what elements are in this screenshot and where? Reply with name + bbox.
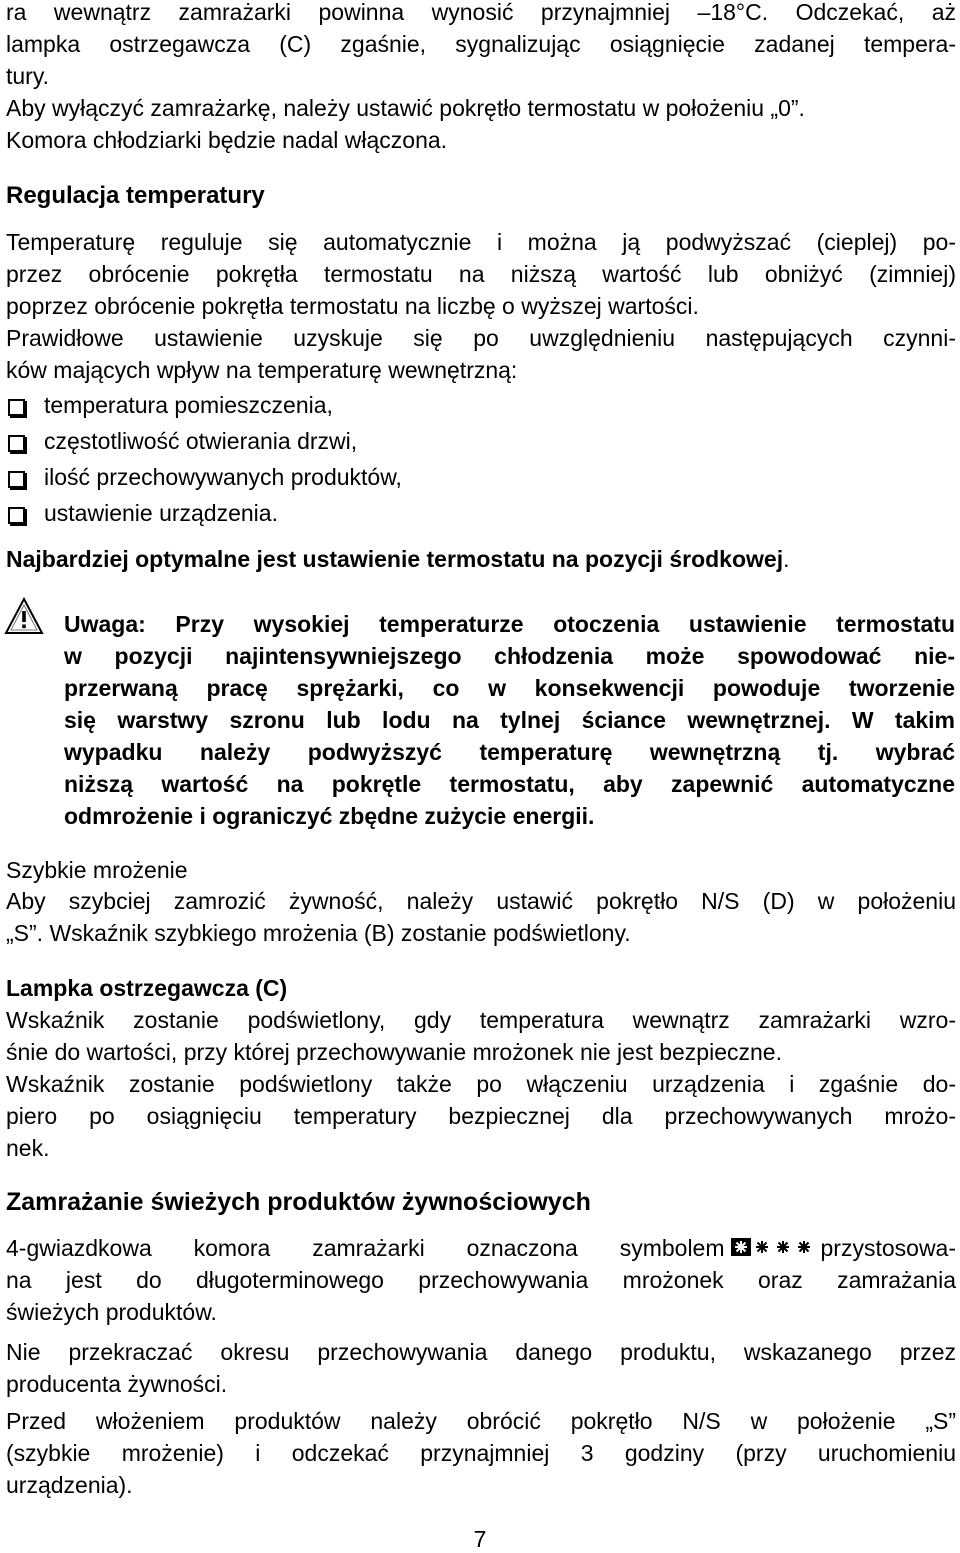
paragraph-line: (szybkie mrożenie) i odczekać przynajmniej 3 godziny (przy uruchomieniu [6,1440,956,1466]
checkbox-bullet-icon [8,507,25,524]
list-item: ustawienie urządzenia. [44,500,278,526]
optimal-note-dot: . [783,546,790,572]
paragraph-line: Wskaźnik zostanie podświetlony także po włączeniu urządzenia i zgaśnie do- [6,1071,956,1097]
intro-line: lampka ostrzegawcza (C) zgaśnie, sygnalizując osiągnięcie zadanej tempera- [6,31,956,57]
page-number: 7 [473,1526,487,1552]
paragraph-line: poprzez obrócenie pokrętła termostatu na liczbę o wyższej wartości. [6,293,699,319]
paragraph-line: piero po osiągnięciu temperatury bezpiecznej dla przechowywanych mrożo- [6,1103,956,1129]
paragraph-line: świeżych produktów. [6,1299,217,1325]
four-star-freezer-icon [731,1237,815,1257]
intro-line: ra wewnątrz zamrażarki powinna wynosić przynajmniej –18°C. Odczekać, aż [6,0,956,25]
paragraph-line: Prawidłowe ustawienie uzyskuje się po uwzględnieniu następujących czynni- [6,325,956,351]
section-heading-zamrazanie: Zamrażanie świeżych produktów żywnościowych [6,1188,591,1216]
paragraph-line: Przed włożeniem produktów należy obrócić pokrętło N/S w położenie „S” [6,1408,956,1434]
paragraph-line: ków mających wpływ na temperaturę wewnętrzną: [6,357,518,383]
list-item: częstotliwość otwierania drzwi, [44,428,358,454]
paragraph-line: nek. [6,1135,50,1161]
paragraph-line: na jest do długoterminowego przechowywania mrożonek oraz zamrażania [6,1267,956,1293]
paragraph-line: przez obrócenie pokrętła termostatu na niższą wartość lub obniżyć (zimniej) [6,261,956,287]
intro-line: Komora chłodziarki będzie nadal włączona. [6,127,448,153]
intro-line: tury. [6,63,50,89]
checkbox-bullet-icon [8,435,25,452]
list-item: temperatura pomieszczenia, [44,392,333,418]
paragraph-text: przystosowa- [820,1235,956,1261]
section-heading-regulacja: Regulacja temperatury [6,182,265,209]
paragraph-line: Aby szybciej zamrozić żywność, należy ustawić pokrętło N/S (D) w położeniu [6,888,956,914]
intro-line: Aby wyłączyć zamrażarkę, należy ustawić pokrętło termostatu w położeniu „0”. [6,95,805,121]
checkbox-bullet-icon [8,471,25,488]
checkbox-bullet-icon [8,399,25,416]
paragraph-line: Nie przekraczać okresu przechowywania danego produktu, wskazanego przez [6,1339,956,1365]
paragraph-line-with-symbol [6,1234,956,1262]
warning-line: Uwaga: Przy wysokiej temperaturze otoczenia ustawienie termostatu [64,611,955,637]
paragraph-line: urządzenia). [6,1472,133,1498]
list-item: ilość przechowywanych produktów, [44,464,402,490]
section-heading-lampka: Lampka ostrzegawcza (C) [6,975,288,1001]
warning-line: niższą wartość na pokrętle termostatu, aby zapewnić automatyczne [64,771,955,797]
warning-line: w pozycji najintensywniejszego chłodzenia może spowodować nie- [64,643,955,669]
paragraph-line: śnie do wartości, przy której przechowywanie mrożonek nie jest bezpieczne. [6,1039,782,1065]
section-heading-szybkie: Szybkie mrożenie [6,857,188,883]
paragraph-line: Temperaturę reguluje się automatycznie i można ją podwyższać (cieplej) po- [6,229,956,255]
warning-line: się warstwy szronu lub lodu na tylnej ściance wewnętrznej. W takim [64,707,955,733]
warning-line: wypadku należy podwyższyć temperaturę wewnętrzną tj. wybrać [64,739,955,765]
paragraph-text: 4-gwiazdkowa komora zamrażarki oznaczona symbolem [6,1235,725,1261]
optimal-note-text: Najbardziej optymalne jest ustawienie termostatu na pozycji środkowej [6,546,784,572]
optimal-note [6,545,956,573]
warning-triangle-icon [4,596,44,636]
warning-line: odmrożenie i ograniczyć zbędne zużycie energii. [64,803,595,829]
paragraph-line: producenta żywności. [6,1371,228,1397]
warning-line: przerwaną pracę sprężarki, co w konsekwencji powoduje tworzenie [64,675,955,701]
paragraph-line: „S”. Wskaźnik szybkiego mrożenia (B) zostanie podświetlony. [6,920,631,946]
paragraph-line: Wskaźnik zostanie podświetlony, gdy temperatura wewnątrz zamrażarki wzro- [6,1007,956,1033]
